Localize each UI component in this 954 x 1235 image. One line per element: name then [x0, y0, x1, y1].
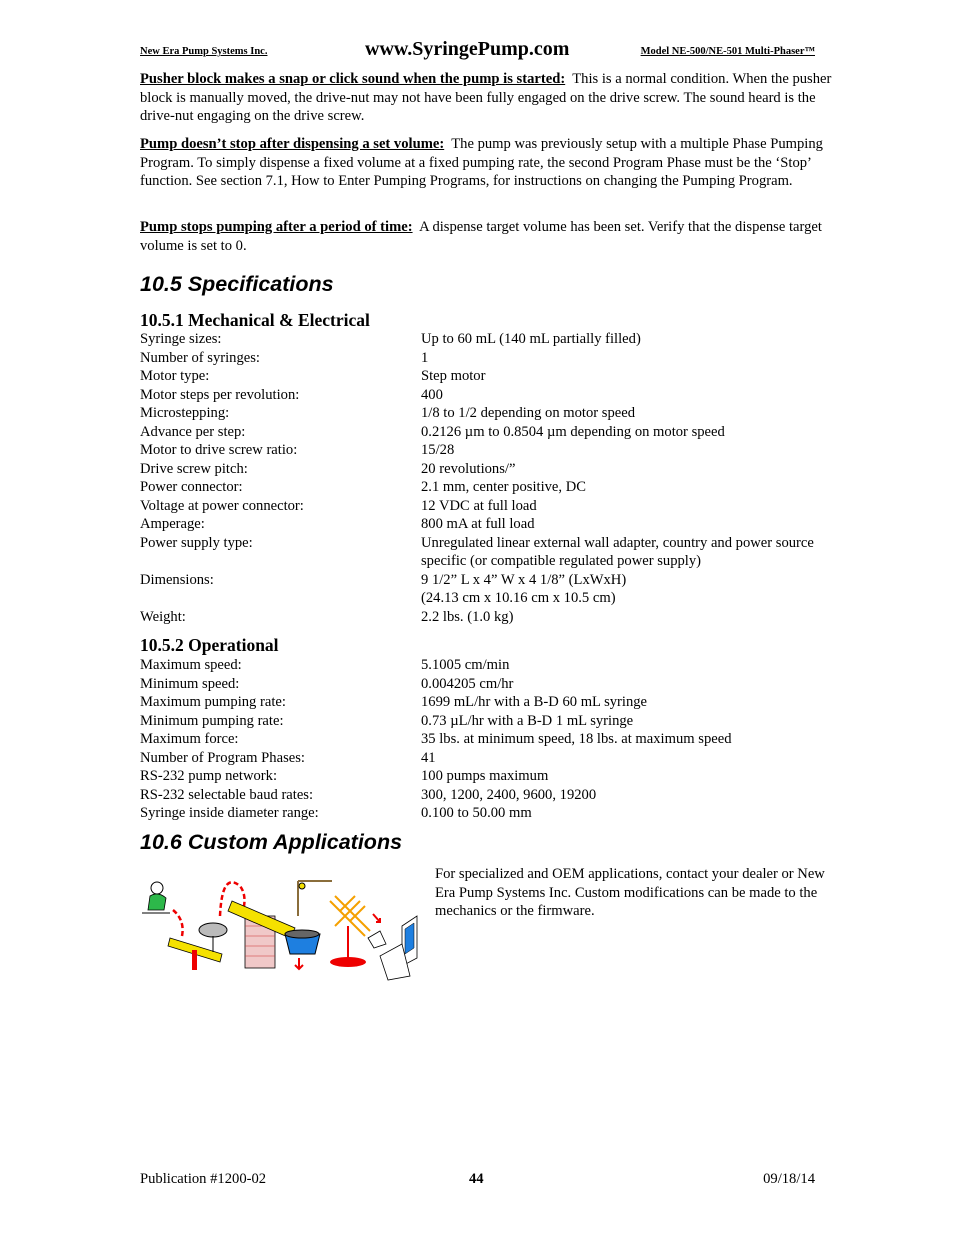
spec-value: 1: [421, 349, 429, 366]
publication-number: Publication #1200-02: [140, 1171, 267, 1187]
spec-row: [140, 693, 840, 712]
spec-value: 2.2 lbs. (1.0 kg): [421, 608, 514, 625]
spec-value: 2.1 mm, center positive, DC: [421, 479, 586, 495]
operational-spec-table: [140, 656, 840, 823]
spec-label: Minimum speed:: [140, 675, 240, 692]
spec-label: Minimum pumping rate:: [140, 712, 284, 729]
trouble-text: The pump was previously setup with a multiple Phase Pumping Program. To simply dispense a fixed volume at a fixed pumping rate, the second Program Phase must be the ‘Stop’ function. See section 7.1, How to Enter Pumping Programs, for instructions on changing the Pumping Program.: [140, 136, 823, 189]
spec-label: Number of Program Phases:: [140, 749, 305, 766]
spec-row: [140, 786, 840, 805]
spec-row: [140, 712, 840, 731]
spec-value: 0.2126 µm to 0.8504 µm depending on motor speed: [421, 423, 725, 440]
trouble-heading: Pusher block makes a snap or click sound when the pump is started:: [140, 71, 566, 87]
trouble-heading: Pump doesn’t stop after dispensing a set volume:: [140, 136, 445, 152]
spec-row: [140, 656, 840, 675]
custom-applications-heading: 10.6 Custom Applications: [140, 830, 403, 854]
spec-value: 20 revolutions/”: [421, 460, 516, 477]
spec-label: Maximum pumping rate:: [140, 694, 286, 710]
spec-row: [140, 767, 840, 786]
spec-row: [140, 423, 840, 442]
spec-label: Amperage:: [140, 516, 205, 532]
spec-row: [140, 478, 840, 497]
spec-label: Motor to drive screw ratio:: [140, 442, 298, 458]
spec-value: 5.1005 cm/min: [421, 657, 510, 673]
spec-label: Motor type:: [140, 368, 210, 384]
spec-value: 35 lbs. at minimum speed, 18 lbs. at maximum speed: [421, 731, 732, 747]
trouble-item-stops: [140, 218, 840, 255]
spec-row: [140, 497, 840, 516]
specifications-heading: 10.5 Specifications: [140, 272, 334, 296]
mechanical-spec-table: [140, 330, 840, 626]
spec-row: [140, 404, 840, 423]
trouble-heading: Pump stops pumping after a period of time:: [140, 219, 413, 235]
spec-row: [140, 386, 840, 405]
spec-row: [140, 608, 840, 627]
spec-row: [140, 330, 840, 349]
header-model: Model NE-500/NE-501 Multi-Phaser™: [640, 46, 815, 57]
trouble-item-no-stop: [140, 135, 840, 191]
spec-label: Weight:: [140, 608, 186, 625]
spec-label: Dimensions:: [140, 571, 214, 588]
operational-heading: 10.5.2 Operational: [140, 635, 279, 655]
spec-label: Microstepping:: [140, 405, 230, 421]
spec-value: 1699 mL/hr with a B-D 60 mL syringe: [421, 694, 648, 710]
spec-row: [140, 730, 840, 749]
spec-row: [140, 749, 840, 768]
spec-label: Power supply type:: [140, 534, 253, 551]
spec-row: [140, 571, 840, 608]
spec-label: Syringe inside diameter range:: [140, 805, 319, 821]
spec-row: [140, 515, 840, 534]
rube-goldberg-illustration: [140, 876, 425, 986]
spec-value: 100 pumps maximum: [421, 768, 549, 784]
spec-value: 0.73 µL/hr with a B-D 1 mL syringe: [421, 712, 634, 729]
spec-value: Step motor: [421, 368, 486, 384]
header-company: New Era Pump Systems Inc.: [140, 46, 268, 57]
spec-row: [140, 675, 840, 694]
spec-row: [140, 804, 840, 823]
custom-applications-text: For specialized and OEM applications, contact your dealer or New Era Pump Systems Inc. Custom modifications can be made to the mechanics or the firmware.: [435, 866, 825, 919]
spec-row: [140, 441, 840, 460]
spec-label: Motor steps per revolution:: [140, 386, 300, 403]
spec-value: Unregulated linear external wall adapter, country and power source specific (or compatible regulated power supply): [421, 534, 814, 569]
spec-label: Maximum force:: [140, 731, 239, 747]
spec-label: Maximum speed:: [140, 657, 242, 673]
spec-label: Drive screw pitch:: [140, 460, 248, 477]
page-number: 44: [469, 1171, 484, 1187]
page-header: [140, 38, 815, 62]
spec-label: RS-232 pump network:: [140, 768, 278, 784]
spec-row: [140, 534, 840, 571]
spec-row: [140, 460, 840, 479]
spec-label: Number of syringes:: [140, 349, 260, 366]
header-website: www.SyringePump.com: [365, 38, 570, 60]
spec-label: Voltage at power connector:: [140, 497, 304, 514]
spec-value: 0.100 to 50.00 mm: [421, 805, 532, 821]
trouble-item-snap: [140, 70, 840, 126]
spec-value: 15/28: [421, 442, 455, 458]
spec-value: 9 1/2” L x 4” W x 4 1/8” (LxWxH) (24.13 cm x 10.16 cm x 10.5 cm): [421, 571, 627, 606]
spec-value: 400: [421, 386, 443, 403]
spec-value: 41: [421, 749, 436, 766]
spec-value: 12 VDC at full load: [421, 497, 537, 514]
spec-row: [140, 349, 840, 368]
spec-value: 800 mA at full load: [421, 516, 535, 532]
spec-value: 0.004205 cm/hr: [421, 675, 514, 692]
spec-value: 300, 1200, 2400, 9600, 19200: [421, 786, 597, 803]
publication-date: 09/18/14: [763, 1171, 815, 1187]
spec-row: [140, 367, 840, 386]
mechanical-heading: 10.5.1 Mechanical & Electrical: [140, 310, 370, 330]
spec-label: RS-232 selectable baud rates:: [140, 786, 314, 803]
spec-value: 1/8 to 1/2 depending on motor speed: [421, 405, 636, 421]
spec-label: Power connector:: [140, 479, 243, 495]
trouble-text: This is a normal condition. When the pusher block is manually moved, the drive-nut may not have been fully engaged on the drive screw. The sound heard is the drive-nut engaging on the drive screw.: [140, 71, 832, 124]
spec-label: Syringe sizes:: [140, 331, 222, 347]
spec-label: Advance per step:: [140, 423, 246, 440]
spec-value: Up to 60 mL (140 mL partially filled): [421, 331, 641, 347]
trouble-text: A dispense target volume has been set. Verify that the dispense target volume is set to 0.: [140, 219, 822, 254]
